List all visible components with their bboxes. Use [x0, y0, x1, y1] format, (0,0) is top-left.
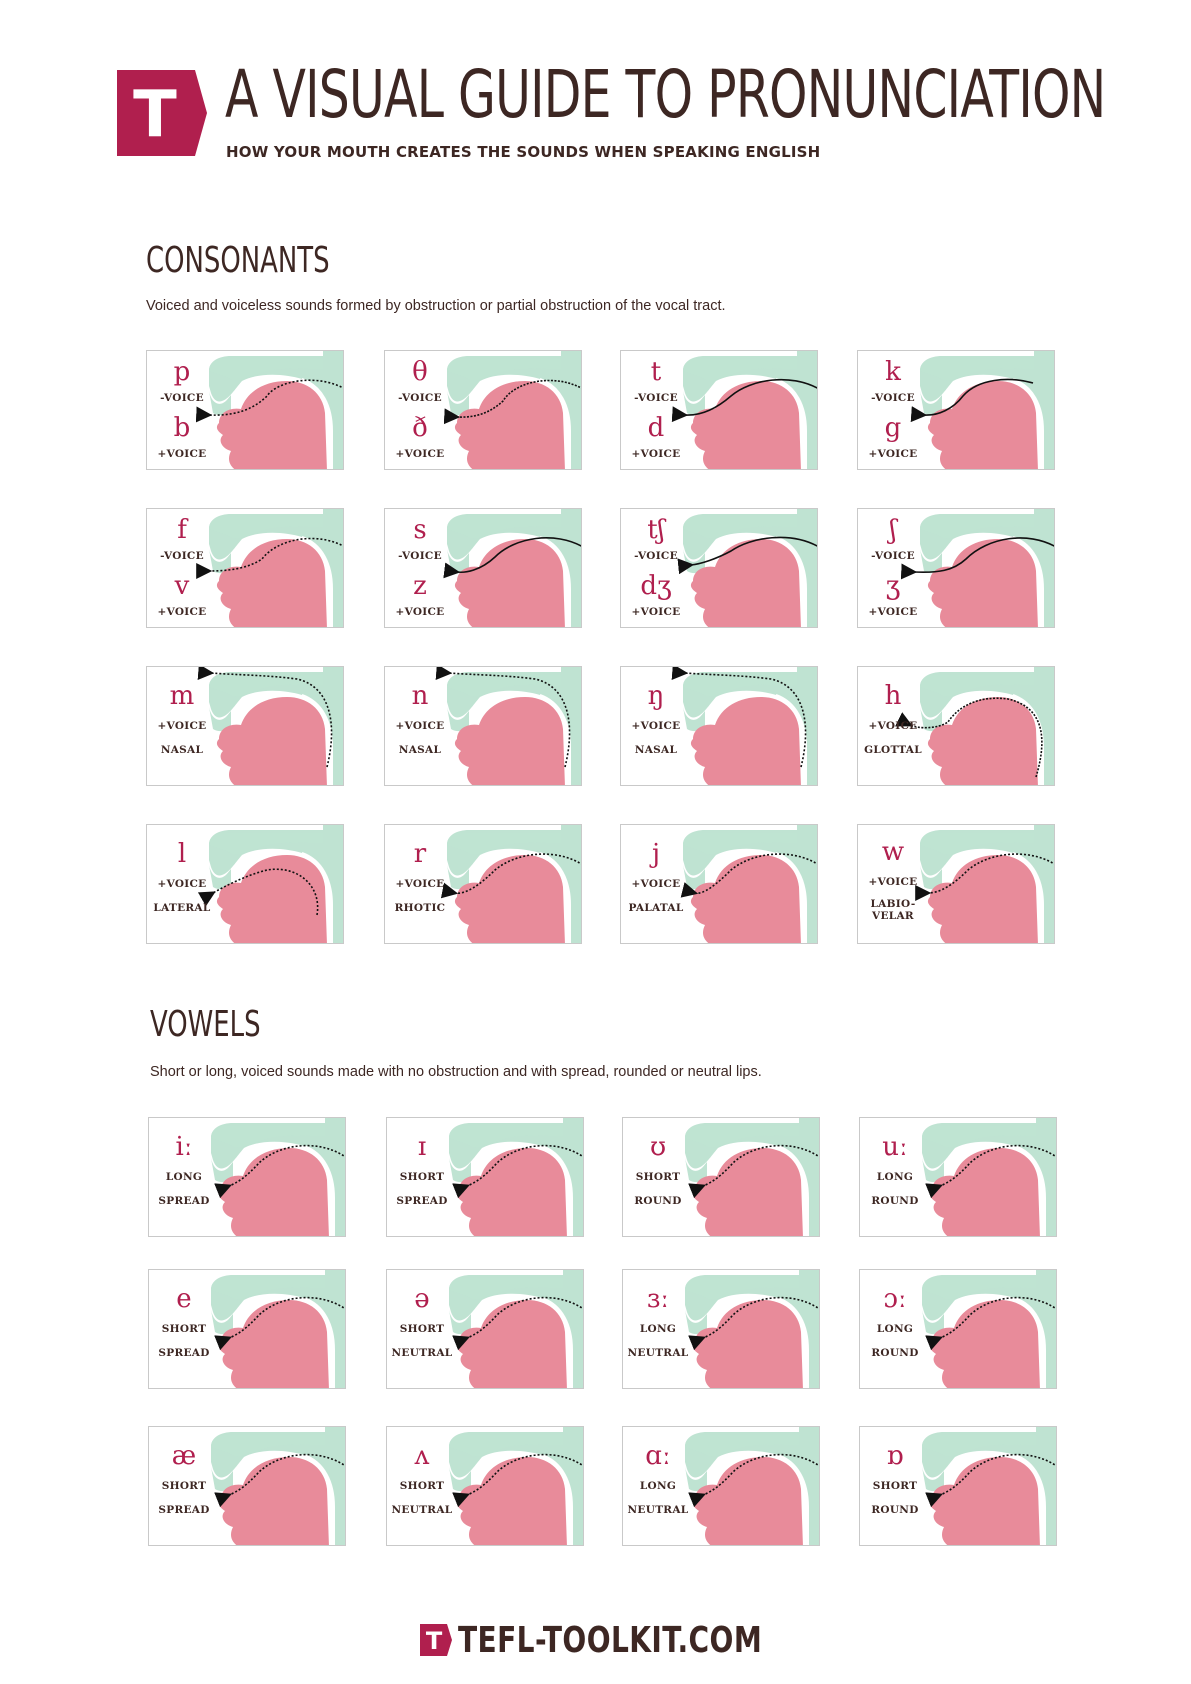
- phoneme-symbol: ɒ: [886, 1441, 904, 1471]
- phoneme-symbol: d: [647, 413, 665, 443]
- consonants-card: [857, 508, 1055, 628]
- phoneme-tag: SHORT: [399, 1480, 445, 1492]
- phoneme-tag: +VOICE: [157, 448, 207, 460]
- phoneme-symbol: ŋ: [647, 681, 665, 711]
- consonants-title: CONSONANTS: [146, 240, 330, 281]
- phoneme-tag: NASAL: [160, 744, 204, 756]
- phoneme-tag: LONG: [165, 1171, 203, 1183]
- phoneme-symbol: z: [413, 571, 427, 601]
- phoneme-symbol: ʒ: [885, 571, 901, 601]
- phoneme-tag: -VOICE: [634, 392, 678, 404]
- vowels-card: [859, 1426, 1057, 1546]
- logo-letter: T: [133, 78, 177, 152]
- footer: [420, 1620, 848, 1660]
- phoneme-symbol: m: [169, 681, 195, 711]
- vowels-description: Short or long, voiced sounds made with no obstruction and with spread, rounded or neutral lips.: [150, 1064, 762, 1080]
- phoneme-symbol: h: [884, 681, 902, 711]
- phoneme-symbol: iː: [175, 1132, 193, 1162]
- phoneme-tag: +VOICE: [395, 448, 445, 460]
- vowels-card: [859, 1117, 1057, 1237]
- phoneme-symbol: ʃ: [889, 515, 897, 545]
- vowels-card: [148, 1426, 346, 1546]
- phoneme-tag: +VOICE: [395, 720, 445, 732]
- phoneme-tag: ROUND: [634, 1195, 682, 1207]
- footer-logo-icon: [420, 1624, 452, 1656]
- phoneme-symbol: ʊ: [649, 1132, 667, 1162]
- tefl-toolkit-logo: [117, 70, 207, 156]
- phoneme-tag: -VOICE: [871, 550, 915, 562]
- vowels-card: [859, 1269, 1057, 1389]
- phoneme-tag: LONG: [876, 1323, 914, 1335]
- phoneme-tag: SPREAD: [158, 1195, 210, 1207]
- vowels-card: [386, 1269, 584, 1389]
- phoneme-symbol: k: [885, 357, 901, 387]
- vowels-card: [148, 1117, 346, 1237]
- phoneme-symbol: uː: [882, 1132, 908, 1162]
- phoneme-symbol: f: [177, 515, 187, 545]
- phoneme-symbol: ɪ: [417, 1132, 427, 1162]
- consonants-card: [384, 508, 582, 628]
- phoneme-tag: +VOICE: [157, 878, 207, 890]
- phoneme-tag: +VOICE: [868, 606, 918, 618]
- phoneme-tag: +VOICE: [631, 878, 681, 890]
- consonants-card: [857, 350, 1055, 470]
- vowels-card: [386, 1117, 584, 1237]
- phoneme-tag: LONG: [639, 1480, 677, 1492]
- consonants-card: [620, 824, 818, 944]
- phoneme-symbol: ɑː: [645, 1441, 671, 1471]
- phoneme-tag: -VOICE: [398, 392, 442, 404]
- phoneme-tag: +VOICE: [157, 720, 207, 732]
- consonants-card: [146, 508, 344, 628]
- consonants-card: [146, 350, 344, 470]
- phoneme-tag: -VOICE: [160, 550, 204, 562]
- phoneme-symbol: l: [177, 839, 187, 869]
- phoneme-tag: +VOICE: [631, 720, 681, 732]
- phoneme-tag: +VOICE: [631, 448, 681, 460]
- phoneme-tag: LONG: [876, 1171, 914, 1183]
- phoneme-tag: SPREAD: [158, 1504, 210, 1516]
- phoneme-tag: GLOTTAL: [864, 744, 922, 756]
- phoneme-symbol: n: [411, 681, 429, 711]
- phoneme-tag: SHORT: [399, 1323, 445, 1335]
- phoneme-tag: SHORT: [161, 1480, 207, 1492]
- consonants-card: [620, 666, 818, 786]
- vowels-card: [148, 1269, 346, 1389]
- phoneme-tag: NEUTRAL: [391, 1347, 453, 1359]
- phoneme-symbol: ɜː: [647, 1284, 669, 1314]
- footer-site-link[interactable]: TEFL-TOOLKIT.COM: [458, 1619, 763, 1661]
- phoneme-symbol: b: [173, 413, 191, 443]
- phoneme-tag: NASAL: [398, 744, 442, 756]
- phoneme-tag: SPREAD: [396, 1195, 448, 1207]
- page-subtitle: HOW YOUR MOUTH CREATES THE SOUNDS WHEN SPEAKING ENGLISH: [226, 143, 821, 161]
- consonants-card: [620, 508, 818, 628]
- phoneme-tag: ROUND: [871, 1504, 919, 1516]
- phoneme-tag: NEUTRAL: [391, 1504, 453, 1516]
- vowels-card: [622, 1426, 820, 1546]
- phoneme-symbol: g: [884, 413, 902, 443]
- phoneme-tag: SHORT: [872, 1480, 918, 1492]
- phoneme-tag: NASAL: [634, 744, 678, 756]
- phoneme-symbol: ə: [414, 1284, 430, 1314]
- phoneme-tag: +VOICE: [157, 606, 207, 618]
- phoneme-tag: -VOICE: [871, 392, 915, 404]
- consonants-card: [146, 824, 344, 944]
- phoneme-symbol: j: [651, 839, 661, 869]
- phoneme-tag: NEUTRAL: [627, 1347, 689, 1359]
- phoneme-tag: ROUND: [871, 1347, 919, 1359]
- phoneme-symbol: r: [413, 839, 427, 869]
- phoneme-symbol: ð: [412, 413, 428, 443]
- consonants-card: [857, 666, 1055, 786]
- phoneme-symbol: ʌ: [414, 1441, 430, 1471]
- phoneme-tag: NEUTRAL: [627, 1504, 689, 1516]
- phoneme-symbol: v: [174, 571, 190, 601]
- vowels-title: VOWELS: [150, 1004, 261, 1045]
- phoneme-tag: SPREAD: [158, 1347, 210, 1359]
- phoneme-tag: LABIO-: [870, 898, 916, 910]
- vowels-card: [622, 1117, 820, 1237]
- phoneme-tag: -VOICE: [398, 550, 442, 562]
- phoneme-symbol: s: [413, 515, 427, 545]
- page-title: A VISUAL GUIDE TO PRONUNCIATION: [225, 56, 1106, 133]
- phoneme-tag: SHORT: [161, 1323, 207, 1335]
- phoneme-symbol: w: [881, 837, 905, 867]
- consonants-card: [384, 824, 582, 944]
- phoneme-tag: RHOTIC: [394, 902, 446, 914]
- phoneme-symbol: p: [173, 357, 191, 387]
- phoneme-tag: -VOICE: [160, 392, 204, 404]
- phoneme-tag: VELAR: [872, 910, 914, 922]
- phoneme-tag: +VOICE: [868, 876, 918, 888]
- consonants-card: [146, 666, 344, 786]
- phoneme-symbol: dʒ: [640, 571, 672, 601]
- vowels-card: [622, 1269, 820, 1389]
- phoneme-tag: SHORT: [399, 1171, 445, 1183]
- phoneme-symbol: tʃ: [647, 515, 665, 545]
- svg-text:T: T: [425, 1627, 443, 1655]
- vowels-card: [386, 1426, 584, 1546]
- phoneme-tag: PALATAL: [628, 902, 684, 914]
- phoneme-tag: +VOICE: [631, 606, 681, 618]
- phoneme-symbol: æ: [171, 1441, 197, 1471]
- phoneme-tag: +VOICE: [868, 448, 918, 460]
- consonants-card: [384, 350, 582, 470]
- consonants-card: [857, 824, 1055, 944]
- phoneme-tag: LATERAL: [153, 902, 211, 914]
- phoneme-tag: ROUND: [871, 1195, 919, 1207]
- phoneme-tag: +VOICE: [395, 606, 445, 618]
- phoneme-symbol: e: [176, 1284, 192, 1314]
- phoneme-tag: SHORT: [635, 1171, 681, 1183]
- consonants-card: [620, 350, 818, 470]
- phoneme-tag: LONG: [639, 1323, 677, 1335]
- consonants-description: Voiced and voiceless sounds formed by obstruction or partial obstruction of the vocal tract.: [146, 298, 726, 314]
- phoneme-tag: +VOICE: [868, 720, 918, 732]
- phoneme-symbol: θ: [412, 357, 428, 387]
- phoneme-symbol: ɔː: [883, 1284, 907, 1314]
- consonants-card: [384, 666, 582, 786]
- phoneme-tag: -VOICE: [634, 550, 678, 562]
- phoneme-tag: +VOICE: [395, 878, 445, 890]
- phoneme-symbol: t: [650, 357, 662, 387]
